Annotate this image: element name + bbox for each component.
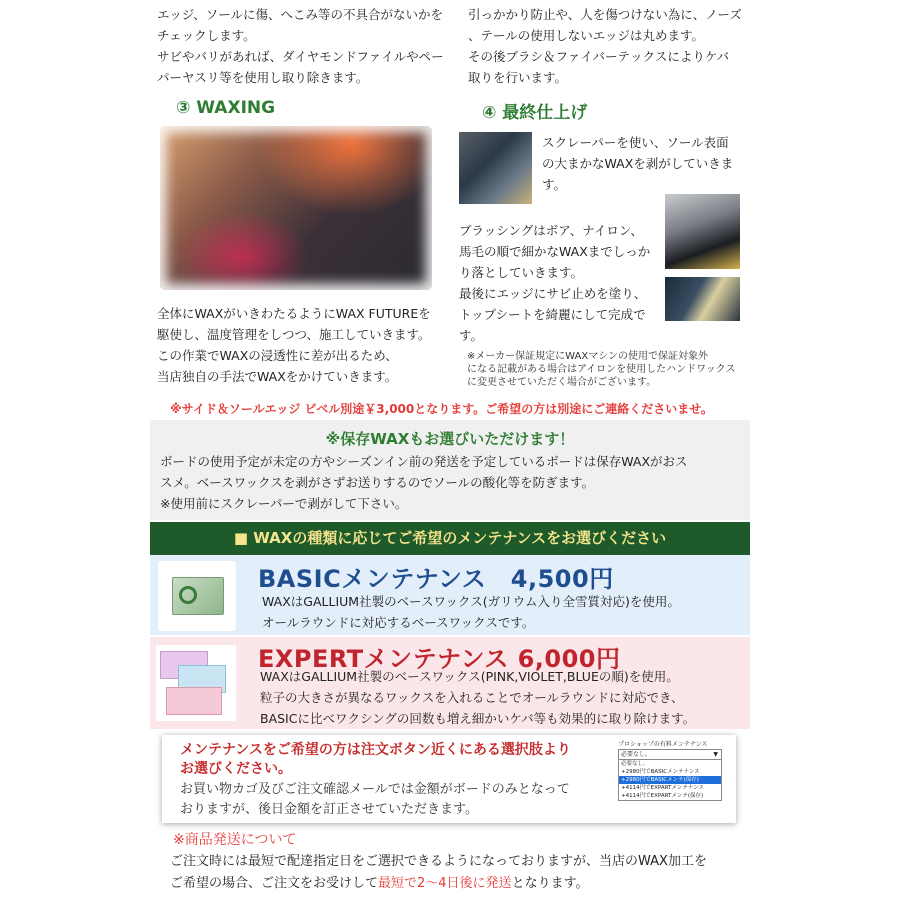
text-line: トップシートを綺麗にして完成で: [459, 307, 646, 322]
step4-title: ④ 最終仕上げ: [482, 103, 588, 123]
select-option[interactable]: 必要なし。: [621, 761, 649, 767]
finish-photo: [665, 277, 740, 321]
maintenance-banner: ■ WAXの種類に応じてご希望のメンテナンスをお選びください: [150, 522, 750, 555]
text-line: この作業でWAXの浸透性に差が出るため、: [157, 348, 398, 363]
step3-text: [157, 303, 431, 387]
text-line: オールラウンドに対応するベースワックスです。: [262, 615, 535, 630]
select-option-selected[interactable]: +2980円でBASICメンテ(保存): [619, 776, 721, 784]
step4-scrape-text: [542, 132, 733, 195]
pink-wax-icon: [166, 687, 222, 715]
text-line: 馬毛の順で細かなWAXまでしっか: [459, 244, 651, 259]
text-line: ボードの使用予定が未定の方やシーズンイン前の発送を予定しているボードは保存WAXがおス: [160, 454, 688, 469]
storage-title: ※保存WAXもお選びいただけます！: [325, 430, 575, 448]
shipping-highlight: 最短で2～4日後に発送: [378, 876, 512, 891]
step3-title: ③ WAXING: [176, 98, 276, 118]
shipping-line-1: ご注文時には最短で配達指定日をご選択できるようになっておりますが、当店のWAX加工を: [170, 854, 707, 869]
expert-wax-image: [156, 645, 236, 721]
text-line: スクレーパーを使い、ソール表面: [542, 135, 729, 150]
text-line: 駆使し、温度管理をしつつ、施工していきます。: [157, 327, 431, 342]
step4-brush-text: [459, 220, 650, 346]
top-left-text: [157, 4, 444, 88]
wax-package-icon: [172, 577, 224, 615]
text-line: ※使用前にスクレーパーで剥がして下さい。: [160, 496, 408, 511]
basic-wax-image: [158, 561, 236, 631]
select-option[interactable]: +4114円でEXPARTメンテ(保存): [621, 793, 704, 799]
text-line: エッジ、ソールに傷、へこみ等の不具合がないかを: [157, 7, 444, 22]
basic-title: BASICメンテナンス 4,500円: [258, 565, 614, 593]
text-line: サビやバリがあれば、ダイヤモンドファイルやペー: [157, 49, 444, 64]
notice-text: [180, 780, 570, 820]
storage-text: [150, 451, 750, 514]
text-line: に変更させていただく場合がございます。: [467, 377, 657, 388]
text-line: 取りを行います。: [468, 70, 568, 85]
brushing-photo: [665, 194, 740, 269]
shipping-line-2-post: となります。: [511, 876, 589, 891]
text-line: す。: [459, 328, 484, 343]
text-line: BASICに比べワクシングの回数も増え細かいケバ等も効果的に取り除けます。: [260, 711, 696, 726]
basic-maintenance-box: [150, 555, 750, 635]
maintenance-select[interactable]: [618, 749, 722, 760]
top-right-text: [468, 4, 742, 88]
text-line: 粒子の大きさが異なるワックスを入れることでオールラウンドに対応でき、: [260, 690, 684, 705]
text-line: になる記載がある場合はアイロンを使用したハンドワックス: [467, 364, 736, 375]
gallium-logo-icon: [179, 586, 197, 604]
text-line: の大まかなWAXを剥がしていきま: [542, 156, 734, 171]
scraper-photo: [459, 132, 532, 204]
maintenance-select-sample: [618, 741, 722, 801]
select-value: 必要なし。: [621, 751, 652, 758]
step4-note: [467, 350, 736, 389]
text-line: す。: [542, 177, 567, 192]
text-line: 最後にエッジにサビ止めを塗り、: [459, 286, 647, 301]
text-line: その後ブラシ＆ファイバーテックスによりケバ: [468, 49, 730, 64]
text-line: パーヤスリ等を使用し取り除きます。: [157, 70, 369, 85]
text-line: ブラッシングはボア、ナイロン、: [459, 223, 643, 238]
text-line: 、テールの使用しないエッジは丸めます。: [468, 28, 705, 43]
select-option[interactable]: +4114円でEXPARTメンテナンス: [621, 785, 704, 791]
shipping-line-2-pre: ご希望の場合、ご注文をお受けして: [170, 876, 379, 891]
text-line: お買い物カゴ及びご注文確認メールでは金額がボードのみとなって: [180, 782, 570, 797]
text-line: 引っかかり防止や、人を傷つけない為に、ノーズ: [468, 7, 742, 22]
text-line: おりますが、後日金額を訂正させていただきます。: [180, 802, 478, 817]
text-line: 当店独自の手法でWAXをかけていきます。: [157, 369, 398, 384]
basic-text: [262, 591, 680, 633]
text-line: ※メーカー保証規定にWAXマシンの使用で保証対象外: [467, 351, 708, 362]
expert-maintenance-box: [150, 637, 750, 729]
text-line: WAXはGALLIUM社製のベースワックス(ガリウム入り全雪質対応)を使用。: [262, 594, 680, 609]
expert-title: EXPERTメンテナンス 6,000円: [258, 645, 621, 673]
text-line: メンテナンスをご希望の方は注文ボタン近くにある選択肢より: [180, 742, 571, 758]
text-line: お選びください。: [180, 761, 292, 777]
select-label: プロショップの有料メンテナンス: [618, 741, 708, 748]
bevel-note: ※サイド＆ソールエッジ ビベル別途￥3,000となります。ご希望の方は別途にご連絡くださいませ。: [170, 402, 713, 416]
storage-wax-box: [150, 420, 750, 520]
text-line: チェックします。: [157, 28, 256, 43]
text-line: り落としていきます。: [459, 265, 584, 280]
text-line: スメ。ベースワックスを剥がさずお送りするのでソールの酸化等を防ぎます。: [160, 475, 595, 490]
shipping-title: ※商品発送について: [173, 832, 297, 848]
notice-red-text: [180, 741, 571, 779]
select-options-list: [618, 760, 722, 801]
chevron-down-icon: ▼: [713, 751, 718, 758]
text-line: WAXはGALLIUM社製のベースワックス(PINK,VIOLET,BLUEの順)を使用。: [260, 669, 679, 684]
shipping-line-2: [170, 873, 589, 895]
expert-text: [260, 666, 695, 729]
selection-notice-box: [162, 735, 736, 823]
text-line: 全体にWAXがいきわたるようにWAX FUTUREを: [157, 306, 431, 321]
select-option[interactable]: +2980円でBASICメンテナンス: [621, 769, 700, 775]
waxing-photo: [160, 126, 432, 290]
